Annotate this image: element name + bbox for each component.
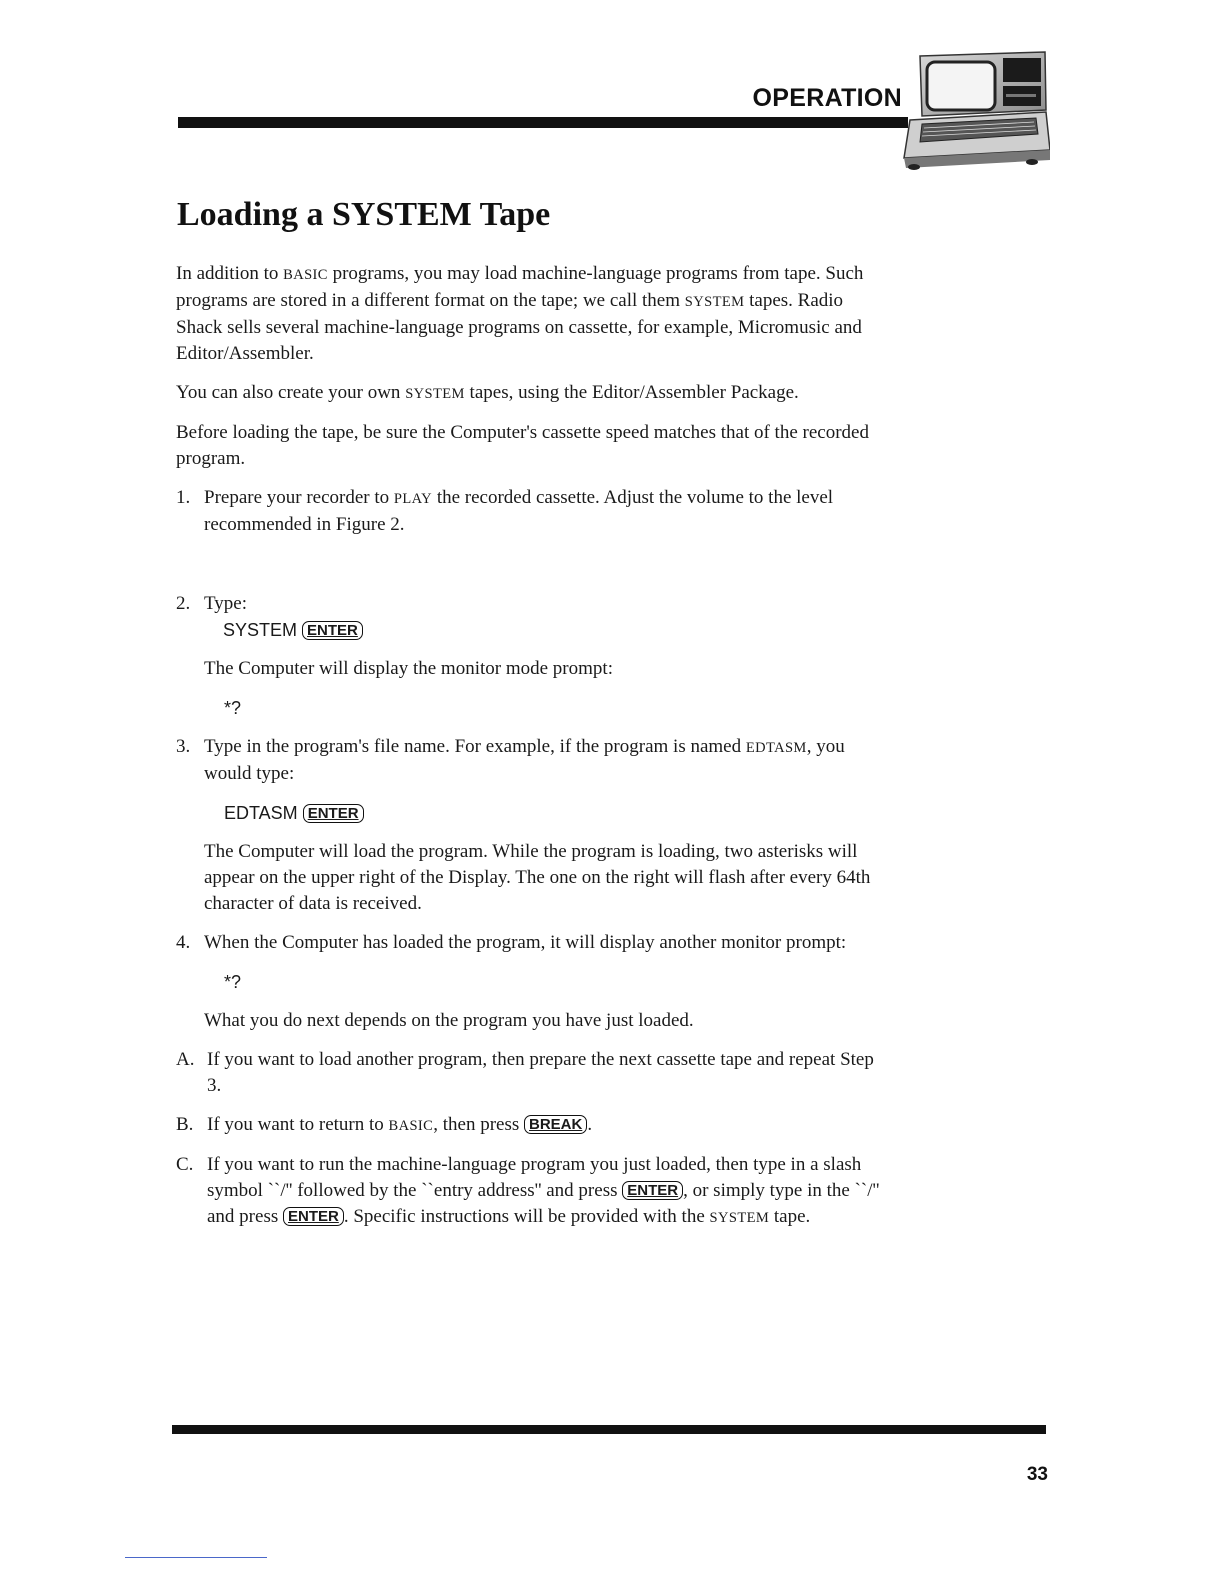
step-4: 4. When the Computer has loaded the program, it will display another monitor prompt: [176,930,881,956]
break-key-icon: BREAK [524,1115,587,1134]
scan-edge-line [125,1557,267,1558]
option-a: A. If you want to load another program, then prepare the next cassette tape and repeat Step 3. [176,1049,874,1096]
intro-paragraph-1: In addition to BASIC programs, you may load machine-language programs from tape. Such programs are stored in a different format on the tape; we call them SYSTEM tapes. Radio Shack sells several machine-language programs on cassette, for example, Micromusic and Editor/Assembler. [176,263,864,364]
enter-key-icon: ENTER [303,804,364,823]
step-number: 3. [176,736,191,757]
computer-icon [900,50,1050,175]
page-body [176,261,881,1244]
step-1: 1. Prepare your recorder to PLAY the recorded cassette. Adjust the volume to the level recommended in Figure 2. [176,487,834,535]
enter-key-icon: ENTER [302,621,363,640]
step-3-result: The Computer will load the program. While the program is loading, two asterisks will appear on the upper right of the Display. The one on the right will flash after every 64th character of data is received. [204,841,871,914]
step-3: 3. Type in the program's file name. For example, if the program is named EDTASM, you would type: [176,736,845,784]
step-4-result: What you do next depends on the program you have just loaded. [204,1010,694,1031]
monitor-prompt: *? [224,972,242,992]
page-number: 33 [1026,1464,1048,1485]
section-label: OPERATION [752,84,902,112]
spacer [176,551,881,591]
step-number: 2. [176,593,191,614]
intro-paragraph-3: Before loading the tape, be sure the Computer's cassette speed matches that of the recorded program. [176,422,869,469]
monitor-prompt: *? [224,698,242,718]
step-2: 2. Type: [176,591,881,617]
enter-key-icon: ENTER [283,1207,344,1226]
page-title: Loading a SYSTEM Tape [177,196,551,233]
option-label: A. [176,1049,195,1070]
command-line: EDTASM ENTER [224,800,881,826]
step-2-result: The Computer will display the monitor mode prompt: [204,658,613,679]
option-label: B. [176,1114,194,1135]
step-number: 4. [176,932,191,953]
intro-paragraph-2: You can also create your own SYSTEM tapes, using the Editor/Assembler Package. [176,382,799,403]
step-number: 1. [176,487,191,508]
option-label: C. [176,1154,194,1175]
option-b: B. If you want to return to BASIC, then press BREAK . [176,1112,881,1139]
command-line: SYSTEM ENTER [223,617,881,643]
option-c: C. If you want to run the machine-language program you just loaded, then type in a slash symbol ``/'' followed by the ``entry address'' and press ENTER , or simply type in the ``/'' and press ENTER . Specific instructions will be provided with the SYSTEM tape. [176,1154,880,1227]
footer-rule [172,1425,1046,1434]
header-rule [178,117,908,128]
enter-key-icon: ENTER [622,1181,683,1200]
